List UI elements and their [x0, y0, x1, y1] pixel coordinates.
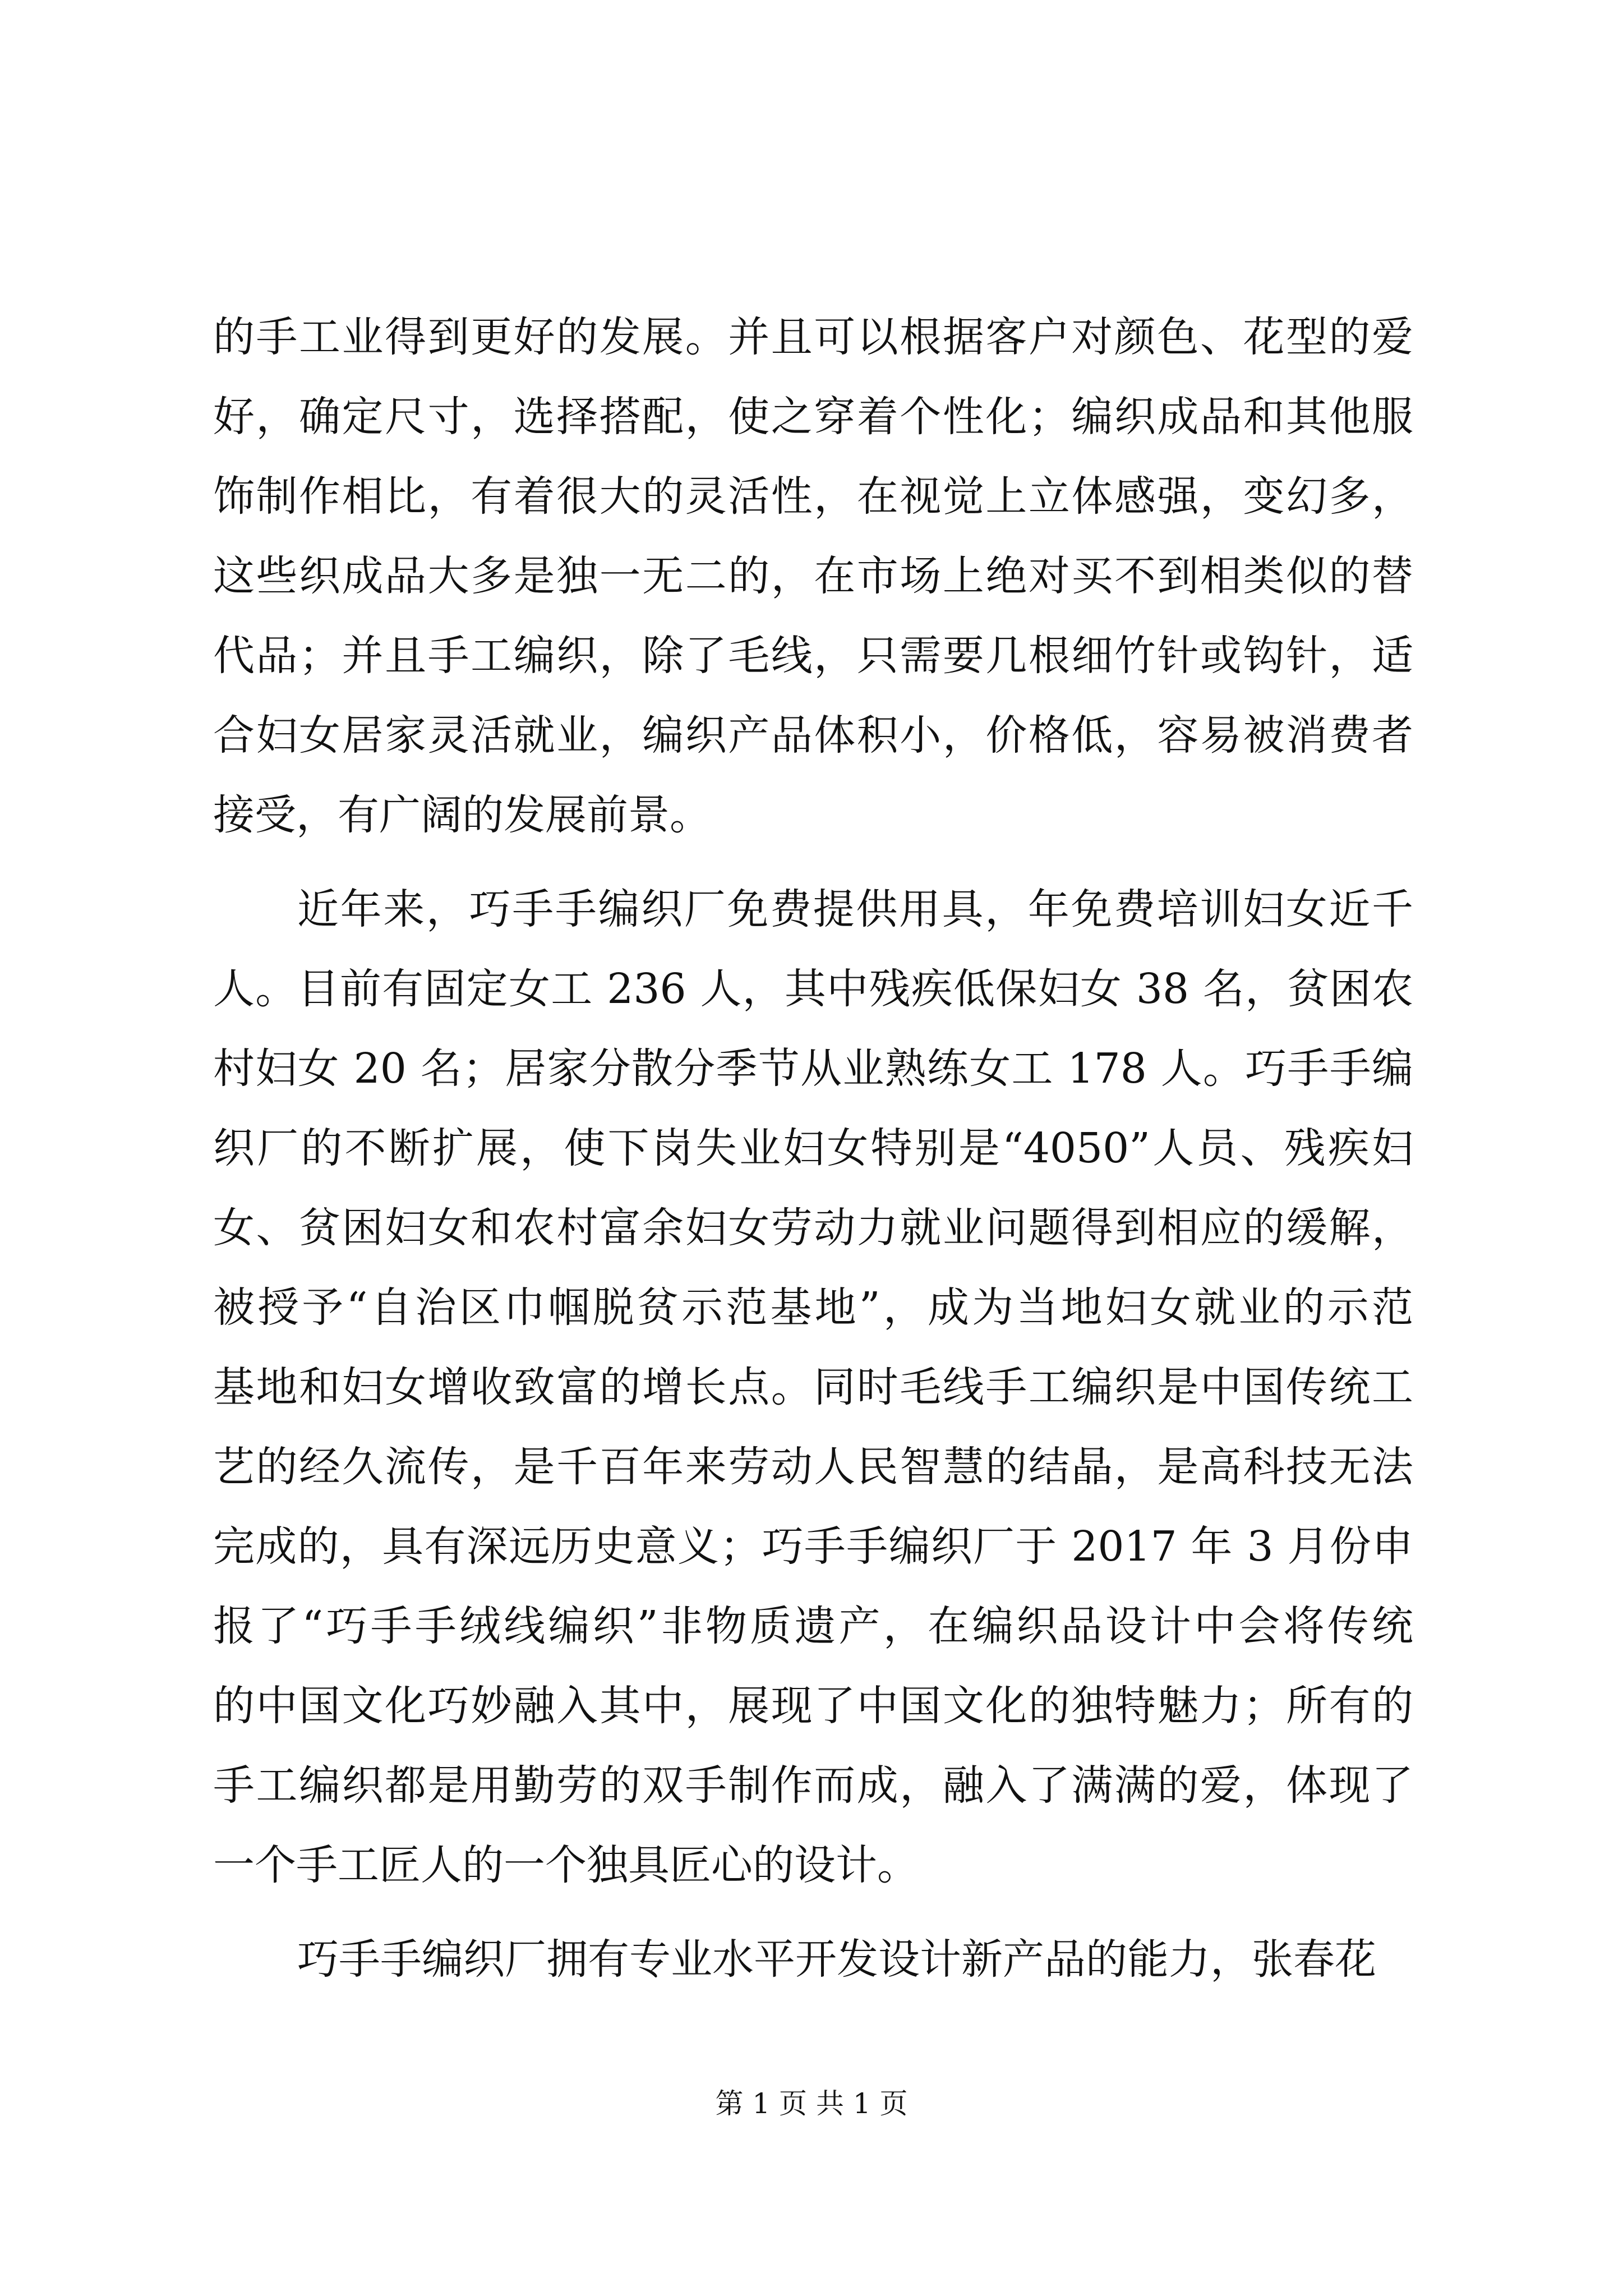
- text-line: 接受，有广阔的发展前景。: [213, 791, 711, 839]
- text-line: 近年来，巧手手编织厂免费提供用具，年免费培训妇女近千: [297, 885, 1413, 933]
- text-line: 织厂的不断扩展，使下岗失业妇女特别是“4050”人员、残疾妇: [213, 1124, 1413, 1172]
- text-line: 的手工业得到更好的发展。并且可以根据客户对颜色、花型的爱: [213, 313, 1413, 361]
- text-line: 好，确定尺寸，选择搭配，使之穿着个性化；编织成品和其他服: [213, 393, 1413, 441]
- text-line: 巧手手编织厂拥有专业水平开发设计新产品的能力，张春花: [297, 1935, 1376, 1984]
- text-line: 女、贫困妇女和农村富余妇女劳动力就业问题得到相应的缓解，: [213, 1204, 1413, 1252]
- text-line: 人。目前有固定女工 236 人，其中残疾低保妇女 38 名，贫困农: [213, 965, 1413, 1013]
- text-line: 完成的，具有深远历史意义；巧手手编织厂于 2017 年 3 月份申: [213, 1522, 1413, 1571]
- paragraph-gap: [213, 1905, 1413, 1920]
- text-line: 艺的经久流传，是千百年来劳动人民智慧的结晶，是高科技无法: [213, 1443, 1413, 1491]
- text-line: 村妇女 20 名；居家分散分季节从业熟练女工 178 人。巧手手编: [213, 1045, 1413, 1093]
- text-line: 被授予“自治区巾帼脱贫示范基地”，成为当地妇女就业的示范: [213, 1283, 1413, 1332]
- paragraph-gap: [213, 855, 1413, 869]
- text-line: 一个手工匠人的一个独具匠心的设计。: [213, 1841, 919, 1889]
- text-line: 的中国文化巧妙融入其中，展现了中国文化的独特魅力；所有的: [213, 1682, 1413, 1730]
- page-footer: [0, 2087, 1623, 2120]
- text-line: 手工编织都是用勤劳的双手制作而成，融入了满满的爱，体现了: [213, 1761, 1413, 1810]
- text-line: 饰制作相比，有着很大的灵活性，在视觉上立体感强，变幻多，: [213, 472, 1413, 521]
- text-line: 报了“巧手手绒线编织”非物质遗产，在编织品设计中会将传统: [213, 1602, 1413, 1650]
- text-line: 代品；并且手工编织，除了毛线，只需要几根细竹针或钩针，适: [213, 632, 1413, 680]
- page-number-label: 第 1 页 共 1 页: [715, 2087, 908, 2120]
- text-line: 合妇女居家灵活就业，编织产品体积小，价格低，容易被消费者: [213, 711, 1413, 760]
- document-body: [213, 297, 1413, 1999]
- text-line: 基地和妇女增收致富的增长点。同时毛线手工编织是中国传统工: [213, 1363, 1413, 1411]
- text-line: 这些织成品大多是独一无二的，在市场上绝对买不到相类似的替: [213, 552, 1413, 600]
